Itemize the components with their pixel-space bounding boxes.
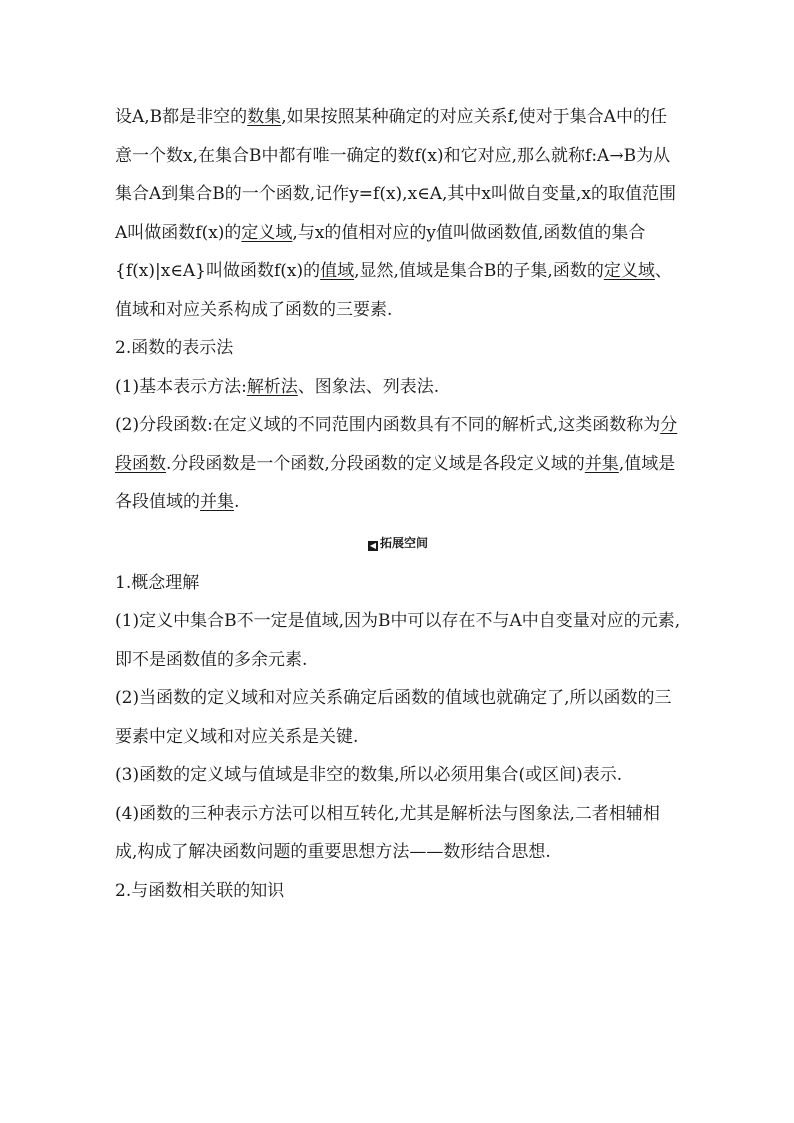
text: 设A,B都是非空的	[115, 107, 248, 127]
term-range: 值域	[320, 261, 355, 281]
list-item-2: (2)当函数的定义域和对应关系确定后函数的值域也就确定了,所以函数的三要素中定义域和对应关系是关键.	[115, 688, 672, 747]
text: ,显然,值域是集合B的子集,函数的	[354, 261, 604, 281]
section-title: 拓展空间	[379, 535, 428, 550]
text: 、图象法、列表法.	[297, 376, 440, 397]
text: (2)分段函数:在定义域的不同范围内函数具有不同的解析式,这类函数称为	[115, 415, 661, 435]
text: .	[234, 492, 240, 512]
text: ,如果按照某种确定的对应关系f,使对于集合A中的任意一个数x,在集合B中都有唯一确定的数f(x)和它对应,那么就称f:A→B为从集合A到集合B的一个函数,记作y=f(x),x∈A,其中x叫做自变量,x的取值范围A叫做函数f(x)的	[115, 107, 676, 243]
list-item-4: (4)函数的三种表示方法可以相互转化,尤其是解析法与图象法,二者相辅相成,构成了解决函数问题的重要思想方法——数形结合思想.	[115, 803, 660, 862]
text: .分段函数是一个函数,分段函数的定义域是各段定义域的	[166, 453, 585, 474]
term-piecewise-function: 分段函数	[115, 415, 678, 474]
paragraph-basic-methods	[115, 368, 681, 407]
text: ,与x的值相对应的y值叫做函数值,函数值的集合{f(x)|x∈A}叫做函数f(x)的	[115, 222, 646, 281]
list-item-1: (1)定义中集合B不一定是值域,因为B中可以存在不与A中自变量对应的元素,即不是函数值的多余元素.	[115, 611, 681, 670]
section-header-extension	[115, 524, 681, 562]
text: 、值域和对应关系构成了函数的三要素.	[115, 261, 672, 320]
heading-related-knowledge: 2.与函数相关联的知识	[115, 880, 285, 901]
paragraph-function-definition	[115, 98, 681, 329]
term-analytic-method: 解析法	[246, 376, 298, 397]
text: (1)基本表示方法:	[115, 376, 247, 397]
term-domain: 定义域	[241, 222, 293, 243]
heading-representation: 2.函数的表示法	[115, 338, 234, 358]
heading-concept-understanding: 1.概念理解	[115, 572, 200, 593]
document-body	[115, 98, 681, 910]
term-union: 并集	[584, 453, 619, 474]
term-number-set: 数集	[247, 107, 282, 127]
text: ,值域是各段值域的	[115, 453, 676, 512]
term-domain-2: 定义域	[603, 261, 655, 281]
term-union-2: 并集	[200, 492, 234, 512]
list-item-3: (3)函数的定义域与值域是非空的数集,所以必须用集合(或区间)表示.	[115, 765, 623, 785]
paragraph-piecewise	[115, 406, 681, 522]
speaker-icon: ◀	[369, 540, 377, 550]
